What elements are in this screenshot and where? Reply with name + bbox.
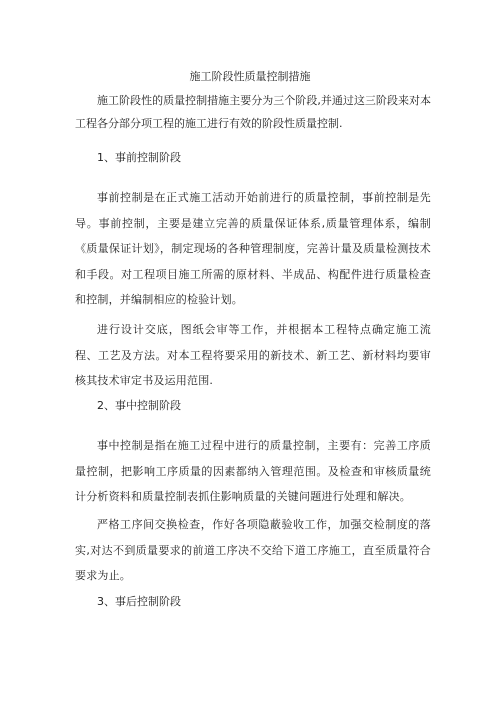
paragraph-pre-control-2: 进行设计交底，图纸会审等工作，并根据本工程特点确定施工流程、工艺及方法。对本工程将要采用的新技术、新工艺、新材料均要审核其技术审定书及运用范围. — [75, 323, 431, 387]
intro-paragraph: 施工阶段性的质量控制措施主要分为三个阶段,并通过这三阶段来对本工程各分部分项工程的施工进行有效的阶段性质量控制. — [75, 94, 431, 130]
paragraph-in-process-control-1: 事中控制是指在施工过程中进行的质量控制，主要有：完善工序质量控制，把影响工序质量的因素都纳入管理范围。及检查和审核质量统计分析资料和质量控制表抓住影响质量的关键问题进行处理和解决。 — [75, 439, 431, 503]
document-title: 施工阶段性质量控制措施 — [189, 70, 311, 83]
paragraph-pre-control-1: 事前控制是在正式施工活动开始前进行的质量控制，事前控制是先导。事前控制，主要是建立完善的质量保证体系,质量管理体系，编制《质量保证计划》，制定现场的各种管理制度，完善计量及质量检测技术和手段。对工程项目施工所需的原材料、半成品、构配件进行质量检查和控制，并编制相应的检验计划。 — [75, 191, 431, 306]
section-heading-in-process-control: 2、事中控制阶段 — [97, 399, 181, 412]
section-heading-pre-control: 1、事前控制阶段 — [97, 151, 181, 164]
section-heading-post-control: 3、事后控制阶段 — [97, 595, 181, 608]
paragraph-in-process-control-2: 严格工序间交换检查，作好各项隐蔽验收工作，加强交检制度的落实,对达不到质量要求的前道工序决不交给下道工序施工，直至质量符合要求为止。 — [75, 518, 431, 582]
